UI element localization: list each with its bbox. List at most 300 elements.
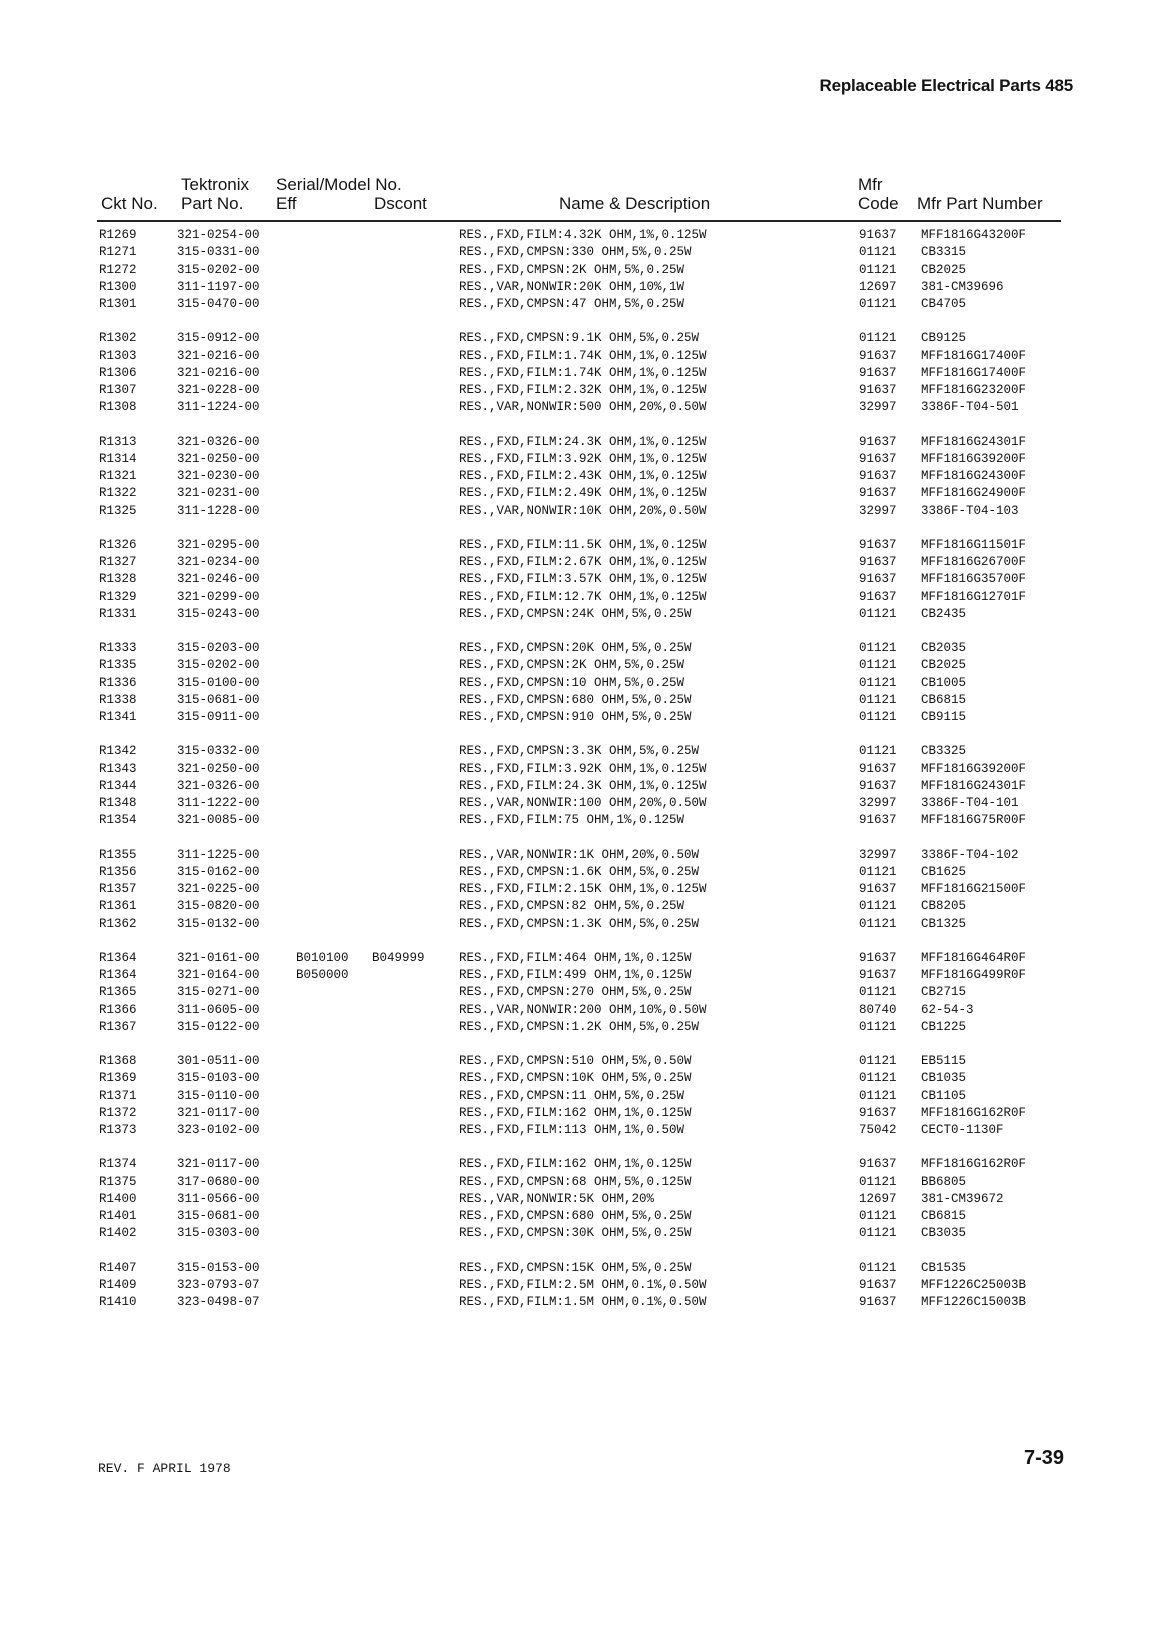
mfr-code: 01121 [859, 985, 897, 1000]
tektronix-part-number: 315-0243-00 [177, 606, 260, 621]
circuit-number: R1354 [99, 813, 137, 828]
mfr-code: 75042 [859, 1123, 897, 1137]
revision-note: REV. F APRIL 1978 [98, 1461, 231, 1476]
tektronix-part-number: 315-0132-00 [177, 916, 260, 931]
circuit-number: R1361 [99, 899, 137, 914]
part-description: RES.,FXD,FILM:11.5K OHM,1%,0.125W [459, 537, 707, 552]
part-description: RES.,FXD,CMPSN:1.3K OHM,5%,0.25W [459, 916, 700, 931]
table-row [0, 864, 1157, 881]
tektronix-part-number: 321-0250-00 [177, 761, 260, 776]
part-description: RES.,FXD,FILM:2.49K OHM,1%,0.125W [459, 486, 707, 501]
circuit-number: R1336 [99, 675, 137, 690]
circuit-number: R1362 [99, 916, 137, 931]
circuit-number: R1328 [99, 572, 137, 587]
mfr-part-number: 3386F-T04-501 [921, 400, 1019, 415]
tektronix-part-number: 317-0680-00 [177, 1174, 260, 1189]
row-group [0, 1156, 1157, 1242]
mfr-part-number: MFF1816G162R0F [921, 1157, 1027, 1172]
circuit-number: R1331 [99, 606, 137, 621]
mfr-code: 91637 [859, 813, 897, 828]
circuit-number: R1321 [99, 469, 137, 483]
mfr-part-number: CB2025 [921, 658, 967, 673]
mfr-code: 01121 [859, 331, 897, 346]
mfr-part-number: CB1225 [921, 1019, 967, 1034]
table-row [0, 1019, 1157, 1036]
col-part-header-line2: Part No. [181, 194, 244, 213]
part-description: RES.,FXD,FILM:2.67K OHM,1%,0.125W [459, 555, 707, 569]
circuit-number: R1322 [99, 486, 137, 501]
mfr-code: 91637 [859, 365, 897, 380]
mfr-code: 01121 [859, 1054, 897, 1068]
tektronix-part-number: 321-0161-00 [177, 950, 260, 965]
mfr-code: 12697 [859, 279, 897, 294]
circuit-number: R1357 [99, 882, 137, 896]
mfr-code: 91637 [859, 968, 897, 982]
part-description: RES.,FXD,CMPSN:3.3K OHM,5%,0.25W [459, 744, 700, 759]
row-group [0, 330, 1157, 416]
mfr-code: 01121 [859, 245, 897, 260]
serial-effective: B050000 [296, 968, 349, 982]
mfr-code: 01121 [859, 1260, 897, 1275]
mfr-code: 91637 [859, 778, 897, 793]
part-description: RES.,FXD,FILM:113 OHM,1%,0.50W [459, 1123, 685, 1137]
tektronix-part-number: 315-0331-00 [177, 245, 260, 260]
circuit-number: R1366 [99, 1002, 137, 1017]
table-row [0, 761, 1157, 778]
part-description: RES.,FXD,CMPSN:910 OHM,5%,0.25W [459, 710, 692, 724]
mfr-part-number: MFF1816G162R0F [921, 1105, 1027, 1120]
mfr-part-number: 3386F-T04-103 [921, 503, 1019, 518]
part-description: RES.,VAR,NONWIR:5K OHM,20% [459, 1191, 655, 1206]
mfr-part-number: CB6815 [921, 692, 967, 707]
table-row [0, 675, 1157, 692]
mfr-part-number: CB2715 [921, 985, 967, 1000]
mfr-code: 91637 [859, 469, 897, 483]
mfr-part-number: MFF1816G24301F [921, 434, 1027, 449]
tektronix-part-number: 315-0100-00 [177, 675, 260, 690]
mfr-code: 01121 [859, 1019, 897, 1034]
mfr-part-number: MFF1816G23200F [921, 383, 1027, 397]
table-row [0, 279, 1157, 296]
part-description: RES.,VAR,NONWIR:200 OHM,10%,0.50W [459, 1002, 707, 1017]
row-group [0, 847, 1157, 933]
part-description: RES.,FXD,FILM:464 OHM,1%,0.125W [459, 950, 692, 965]
mfr-part-number: 3386F-T04-102 [921, 847, 1019, 862]
mfr-part-number: MFF1816G24300F [921, 469, 1027, 483]
tektronix-part-number: 315-0122-00 [177, 1019, 260, 1034]
mfr-code: 01121 [859, 899, 897, 914]
tektronix-part-number: 321-0230-00 [177, 469, 260, 483]
circuit-number: R1364 [99, 968, 137, 982]
tektronix-part-number: 321-0246-00 [177, 572, 260, 587]
mfr-code: 91637 [859, 537, 897, 552]
circuit-number: R1301 [99, 297, 137, 311]
circuit-number: R1367 [99, 1019, 137, 1034]
table-row [0, 1294, 1157, 1311]
circuit-number: R1410 [99, 1295, 137, 1309]
col-mpn-header: Mfr Part Number [917, 194, 1043, 213]
circuit-number: R1348 [99, 796, 137, 810]
part-description: RES.,FXD,FILM:1.5M OHM,0.1%,0.50W [459, 1295, 707, 1309]
serial-discontinued: B049999 [372, 950, 425, 965]
mfr-part-number: MFF1816G75R00F [921, 813, 1027, 828]
part-description: RES.,FXD,FILM:1.74K OHM,1%,0.125W [459, 365, 707, 380]
table-row [0, 1225, 1157, 1242]
tektronix-part-number: 323-0793-07 [177, 1277, 260, 1292]
table-row [0, 244, 1157, 261]
part-description: RES.,FXD,CMPSN:30K OHM,5%,0.25W [459, 1226, 692, 1241]
mfr-part-number: MFF1816G464R0F [921, 950, 1027, 965]
mfr-code: 91637 [859, 555, 897, 569]
tektronix-part-number: 311-0566-00 [177, 1191, 260, 1206]
circuit-number: R1325 [99, 503, 137, 518]
circuit-number: R1365 [99, 985, 137, 1000]
col-dscont-header: Dscont [374, 194, 427, 213]
tektronix-part-number: 315-0332-00 [177, 744, 260, 759]
tektronix-part-number: 321-0117-00 [177, 1105, 260, 1120]
mfr-part-number: CB3035 [921, 1226, 967, 1241]
table-row [0, 485, 1157, 502]
part-description: RES.,FXD,CMPSN:2K OHM,5%,0.25W [459, 262, 685, 277]
table-row [0, 262, 1157, 279]
tektronix-part-number: 321-0228-00 [177, 383, 260, 397]
mfr-code: 91637 [859, 589, 897, 604]
circuit-number: R1272 [99, 262, 137, 277]
col-mfr-header-line1: Mfr [858, 175, 883, 194]
table-row [0, 348, 1157, 365]
circuit-number: R1364 [99, 950, 137, 965]
part-description: RES.,FXD,CMPSN:15K OHM,5%,0.25W [459, 1260, 692, 1275]
tektronix-part-number: 315-0103-00 [177, 1071, 260, 1086]
mfr-code: 01121 [859, 916, 897, 931]
mfr-part-number: MFF1816G499R0F [921, 968, 1027, 982]
circuit-number: R1356 [99, 864, 137, 879]
mfr-part-number: MFF1816G17400F [921, 348, 1027, 363]
tektronix-part-number: 301-0511-00 [177, 1054, 260, 1068]
table-row [0, 571, 1157, 588]
table-row [0, 468, 1157, 485]
mfr-code: 91637 [859, 1157, 897, 1172]
part-description: RES.,FXD,FILM:75 OHM,1%,0.125W [459, 813, 685, 828]
table-row [0, 692, 1157, 709]
mfr-code: 91637 [859, 950, 897, 965]
circuit-number: R1373 [99, 1123, 137, 1137]
tektronix-part-number: 315-0110-00 [177, 1088, 260, 1103]
part-description: RES.,VAR,NONWIR:10K OHM,20%,0.50W [459, 503, 707, 518]
circuit-number: R1327 [99, 555, 137, 569]
part-description: RES.,FXD,CMPSN:47 OHM,5%,0.25W [459, 297, 685, 311]
part-description: RES.,FXD,FILM:162 OHM,1%,0.125W [459, 1157, 692, 1172]
mfr-part-number: MFF1816G39200F [921, 451, 1027, 466]
tektronix-part-number: 323-0498-07 [177, 1295, 260, 1309]
mfr-part-number: CB1035 [921, 1071, 967, 1086]
table-row [0, 778, 1157, 795]
table-row [0, 1070, 1157, 1087]
part-description: RES.,FXD,FILM:3.92K OHM,1%,0.125W [459, 761, 707, 776]
tektronix-part-number: 311-1228-00 [177, 503, 260, 518]
table-row [0, 1122, 1157, 1139]
col-desc-header: Name & Description [559, 194, 711, 213]
mfr-part-number: MFF1816G24301F [921, 778, 1027, 793]
tektronix-part-number: 321-0250-00 [177, 451, 260, 466]
table-row [0, 227, 1157, 244]
table-row [0, 1156, 1157, 1173]
mfr-code: 91637 [859, 228, 897, 242]
mfr-code: 91637 [859, 1105, 897, 1120]
mfr-part-number: MFF1226C25003B [921, 1277, 1027, 1292]
part-description: RES.,VAR,NONWIR:1K OHM,20%,0.50W [459, 847, 700, 862]
part-description: RES.,FXD,FILM:24.3K OHM,1%,0.125W [459, 778, 707, 793]
tektronix-part-number: 311-1224-00 [177, 400, 260, 415]
part-description: RES.,FXD,CMPSN:20K OHM,5%,0.25W [459, 641, 692, 655]
mfr-part-number: CB1625 [921, 864, 967, 879]
circuit-number: R1409 [99, 1277, 137, 1292]
parts-table [0, 227, 1157, 1328]
tektronix-part-number: 321-0216-00 [177, 348, 260, 363]
part-description: RES.,FXD,CMPSN:68 OHM,5%,0.125W [459, 1174, 692, 1189]
row-group [0, 640, 1157, 726]
part-description: RES.,FXD,FILM:2.15K OHM,1%,0.125W [459, 882, 707, 896]
table-row [0, 898, 1157, 915]
mfr-part-number: MFF1816G24900F [921, 486, 1027, 501]
table-row [0, 795, 1157, 812]
part-description: RES.,FXD,CMPSN:510 OHM,5%,0.50W [459, 1054, 692, 1068]
table-row [0, 743, 1157, 760]
table-row [0, 640, 1157, 657]
mfr-part-number: CB3315 [921, 245, 967, 260]
circuit-number: R1369 [99, 1071, 137, 1086]
table-row [0, 451, 1157, 468]
col-part-header-line1: Tektronix [181, 175, 250, 194]
mfr-part-number: CB2035 [921, 641, 967, 655]
part-description: RES.,FXD,FILM:3.57K OHM,1%,0.125W [459, 572, 707, 587]
table-row [0, 1088, 1157, 1105]
part-description: RES.,FXD,CMPSN:82 OHM,5%,0.25W [459, 899, 685, 914]
page-header-title: Replaceable Electrical Parts 485 [819, 76, 1073, 95]
table-row [0, 382, 1157, 399]
mfr-part-number: MFF1226C15003B [921, 1295, 1027, 1309]
part-description: RES.,FXD,CMPSN:10 OHM,5%,0.25W [459, 675, 685, 690]
mfr-code: 01121 [859, 262, 897, 277]
mfr-code: 91637 [859, 1295, 897, 1309]
part-description: RES.,FXD,CMPSN:11 OHM,5%,0.25W [459, 1088, 685, 1103]
tektronix-part-number: 315-0303-00 [177, 1226, 260, 1241]
part-description: RES.,FXD,CMPSN:24K OHM,5%,0.25W [459, 606, 692, 621]
part-description: RES.,FXD,FILM:2.32K OHM,1%,0.125W [459, 383, 707, 397]
mfr-part-number: MFF1816G11501F [921, 537, 1027, 552]
part-description: RES.,FXD,FILM:3.92K OHM,1%,0.125W [459, 451, 707, 466]
mfr-code: 91637 [859, 882, 897, 896]
circuit-number: R1342 [99, 744, 137, 759]
mfr-code: 32997 [859, 400, 897, 415]
row-group [0, 434, 1157, 520]
col-eff-header: Eff [276, 194, 297, 213]
tektronix-part-number: 315-0820-00 [177, 899, 260, 914]
mfr-code: 01121 [859, 1088, 897, 1103]
table-row [0, 1053, 1157, 1070]
mfr-code: 01121 [859, 864, 897, 879]
tektronix-part-number: 315-0153-00 [177, 1260, 260, 1275]
tektronix-part-number: 323-0102-00 [177, 1123, 260, 1137]
circuit-number: R1368 [99, 1054, 137, 1068]
mfr-code: 01121 [859, 641, 897, 655]
table-row [0, 330, 1157, 347]
circuit-number: R1333 [99, 641, 137, 655]
table-row [0, 1174, 1157, 1191]
row-group [0, 227, 1157, 313]
tektronix-part-number: 321-0299-00 [177, 589, 260, 604]
tektronix-part-number: 321-0234-00 [177, 555, 260, 569]
circuit-number: R1402 [99, 1226, 137, 1241]
table-row [0, 881, 1157, 898]
mfr-code: 80740 [859, 1002, 897, 1017]
table-row [0, 296, 1157, 313]
part-description: RES.,FXD,FILM:24.3K OHM,1%,0.125W [459, 434, 707, 449]
tektronix-part-number: 315-0681-00 [177, 1209, 260, 1223]
mfr-code: 91637 [859, 348, 897, 363]
mfr-code: 01121 [859, 606, 897, 621]
part-description: RES.,FXD,FILM:12.7K OHM,1%,0.125W [459, 589, 707, 604]
mfr-part-number: MFF1816G21500F [921, 882, 1027, 896]
part-description: RES.,VAR,NONWIR:20K OHM,10%,1W [459, 279, 685, 294]
table-row [0, 967, 1157, 984]
mfr-code: 01121 [859, 1209, 897, 1223]
mfr-part-number: 62-54-3 [921, 1002, 974, 1017]
table-row [0, 606, 1157, 623]
circuit-number: R1313 [99, 434, 137, 449]
tektronix-part-number: 315-0271-00 [177, 985, 260, 1000]
mfr-part-number: MFF1816G35700F [921, 572, 1027, 587]
mfr-part-number: CB1005 [921, 675, 967, 690]
mfr-code: 01121 [859, 658, 897, 673]
tektronix-part-number: 321-0254-00 [177, 228, 260, 242]
mfr-part-number: CB8205 [921, 899, 967, 914]
mfr-part-number: 381-CM39672 [921, 1191, 1004, 1206]
tektronix-part-number: 321-0295-00 [177, 537, 260, 552]
tektronix-part-number: 311-1222-00 [177, 796, 260, 810]
row-group [0, 950, 1157, 1036]
tektronix-part-number: 315-0912-00 [177, 331, 260, 346]
part-description: RES.,FXD,CMPSN:1.2K OHM,5%,0.25W [459, 1019, 700, 1034]
mfr-code: 01121 [859, 1071, 897, 1086]
tektronix-part-number: 321-0117-00 [177, 1157, 260, 1172]
mfr-code: 12697 [859, 1191, 897, 1206]
tektronix-part-number: 321-0216-00 [177, 365, 260, 380]
mfr-part-number: MFF1816G39200F [921, 761, 1027, 776]
mfr-code: 32997 [859, 503, 897, 518]
circuit-number: R1269 [99, 228, 137, 242]
mfr-part-number: CB9125 [921, 331, 967, 346]
mfr-code: 01121 [859, 710, 897, 724]
part-description: RES.,FXD,FILM:2.5M OHM,0.1%,0.50W [459, 1277, 707, 1292]
circuit-number: R1303 [99, 348, 137, 363]
tektronix-part-number: 315-0203-00 [177, 641, 260, 655]
part-description: RES.,FXD,CMPSN:9.1K OHM,5%,0.25W [459, 331, 700, 346]
col-serial-header: Serial/Model No. [276, 175, 402, 194]
table-row [0, 1260, 1157, 1277]
table-row [0, 812, 1157, 829]
mfr-part-number: CB1535 [921, 1260, 967, 1275]
circuit-number: R1407 [99, 1260, 137, 1275]
circuit-number: R1344 [99, 778, 137, 793]
part-description: RES.,FXD,FILM:4.32K OHM,1%,0.125W [459, 228, 707, 242]
tektronix-part-number: 321-0225-00 [177, 882, 260, 896]
table-row [0, 847, 1157, 864]
table-row [0, 950, 1157, 967]
table-row [0, 589, 1157, 606]
circuit-number: R1375 [99, 1174, 137, 1189]
part-description: RES.,FXD,FILM:2.43K OHM,1%,0.125W [459, 469, 707, 483]
table-row [0, 365, 1157, 382]
mfr-code: 01121 [859, 297, 897, 311]
part-description: RES.,FXD,FILM:499 OHM,1%,0.125W [459, 968, 692, 982]
mfr-code: 32997 [859, 796, 897, 810]
mfr-code: 91637 [859, 383, 897, 397]
mfr-part-number: MFF1816G43200F [921, 228, 1027, 242]
mfr-part-number: CB1325 [921, 916, 967, 931]
mfr-part-number: CB4705 [921, 297, 967, 311]
table-row [0, 709, 1157, 726]
mfr-part-number: CB9115 [921, 710, 967, 724]
mfr-part-number: BB6805 [921, 1174, 967, 1189]
col-ckt-header: Ckt No. [101, 194, 158, 213]
table-row [0, 1208, 1157, 1225]
tektronix-part-number: 321-0164-00 [177, 968, 260, 982]
row-group [0, 743, 1157, 829]
part-description: RES.,FXD,CMPSN:1.6K OHM,5%,0.25W [459, 864, 700, 879]
part-description: RES.,FXD,CMPSN:680 OHM,5%,0.25W [459, 1209, 692, 1223]
table-row [0, 503, 1157, 520]
mfr-code: 91637 [859, 486, 897, 501]
mfr-part-number: MFF1816G17400F [921, 365, 1027, 380]
tektronix-part-number: 321-0231-00 [177, 486, 260, 501]
table-row [0, 1191, 1157, 1208]
mfr-code: 01121 [859, 744, 897, 759]
part-description: RES.,VAR,NONWIR:500 OHM,20%,0.50W [459, 400, 707, 415]
mfr-code: 91637 [859, 1277, 897, 1292]
circuit-number: R1341 [99, 710, 137, 724]
mfr-part-number: MFF1816G26700F [921, 555, 1027, 569]
table-row [0, 916, 1157, 933]
mfr-part-number: CECT0-1130F [921, 1123, 1004, 1137]
part-description: RES.,FXD,CMPSN:2K OHM,5%,0.25W [459, 658, 685, 673]
tektronix-part-number: 321-0085-00 [177, 813, 260, 828]
part-description: RES.,FXD,FILM:162 OHM,1%,0.125W [459, 1105, 692, 1120]
tektronix-part-number: 311-0605-00 [177, 1002, 260, 1017]
tektronix-part-number: 321-0326-00 [177, 434, 260, 449]
mfr-part-number: 3386F-T04-101 [921, 796, 1019, 810]
mfr-part-number: 381-CM39696 [921, 279, 1004, 294]
table-row [0, 1002, 1157, 1019]
col-mfr-header-line2: Code [858, 194, 899, 213]
part-description: RES.,FXD,CMPSN:10K OHM,5%,0.25W [459, 1071, 692, 1086]
mfr-code: 91637 [859, 451, 897, 466]
row-group [0, 1260, 1157, 1312]
tektronix-part-number: 315-0470-00 [177, 297, 260, 311]
table-row [0, 399, 1157, 416]
circuit-number: R1343 [99, 761, 137, 776]
circuit-number: R1300 [99, 279, 137, 294]
tektronix-part-number: 315-0162-00 [177, 864, 260, 879]
mfr-part-number: CB2435 [921, 606, 967, 621]
part-description: RES.,FXD,CMPSN:680 OHM,5%,0.25W [459, 692, 692, 707]
mfr-code: 91637 [859, 434, 897, 449]
mfr-part-number: EB5115 [921, 1054, 967, 1068]
circuit-number: R1302 [99, 331, 137, 346]
part-description: RES.,FXD,CMPSN:330 OHM,5%,0.25W [459, 245, 692, 260]
circuit-number: R1335 [99, 658, 137, 673]
serial-effective: B010100 [296, 950, 349, 965]
